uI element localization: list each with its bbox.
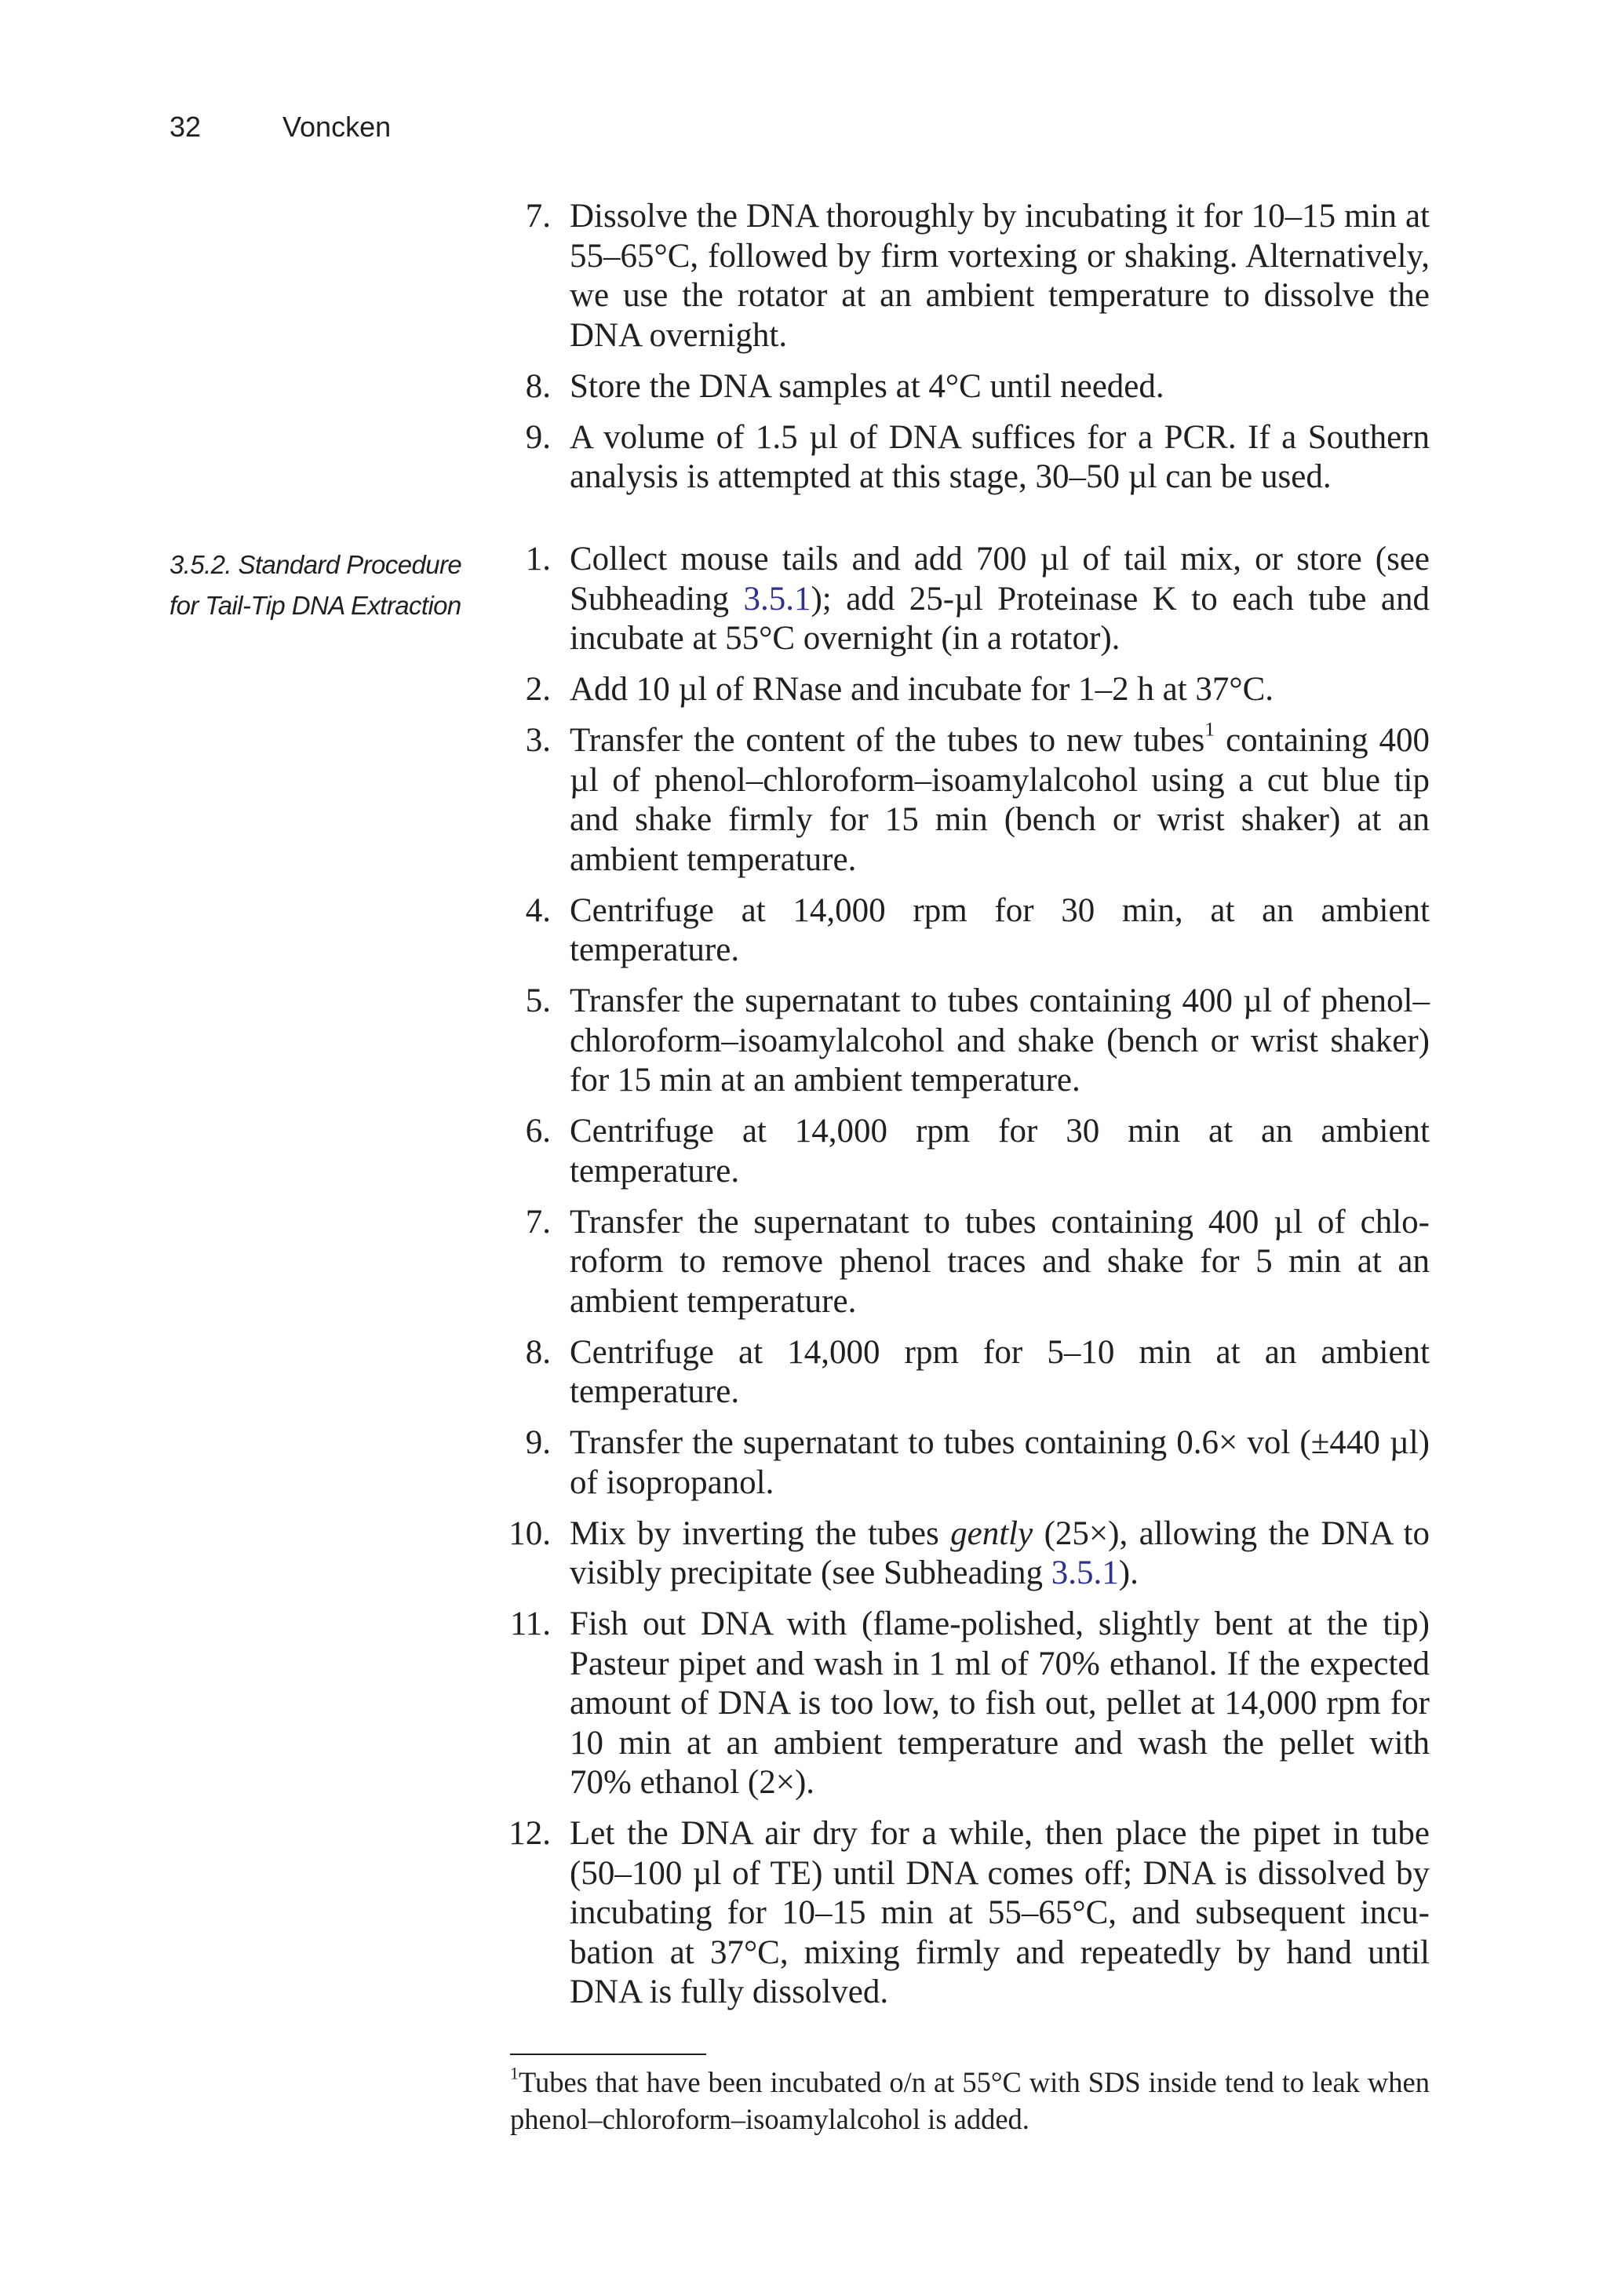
- step-text: Transfer the supernatant to tubes containing 400 µl of phenol–chloroform–isoamylalcohol and shake (bench or wrist shaker) for 15 min at an ambient temperature.: [570, 982, 1430, 1099]
- step-number: 8.: [525, 367, 551, 405]
- step-number: 7.: [525, 198, 551, 235]
- step-text: Transfer the supernatant to tubes containing 400 µl of chloroform to remove phenol traces and shake for 5 min at an ambient temperature.: [570, 1203, 1430, 1320]
- step-number: 3.: [525, 722, 551, 759]
- step-number: 5.: [525, 982, 551, 1019]
- step-text: Centrifuge at 14,000 rpm for 30 min at an ambient temperature.: [570, 1113, 1430, 1190]
- step-text-part: containing 400 µl of phenol–chloroform–isoamylalcohol using a cut blue tip and shake firmly for 15 min (bench or wrist shaker) at an ambient temperature.: [570, 722, 1430, 878]
- section-heading: [169, 545, 483, 626]
- step-number: 8.: [525, 1333, 551, 1371]
- step-number: 11.: [509, 1605, 551, 1642]
- list-item: [504, 367, 1430, 407]
- step-number: 10.: [508, 1514, 551, 1552]
- step-number: 6.: [525, 1113, 551, 1150]
- procedure-step-list: [504, 540, 1430, 2024]
- list-item: [504, 1423, 1430, 1503]
- step-text-part: ).: [1118, 1554, 1139, 1591]
- footnote-divider: [510, 2054, 706, 2055]
- emphasis-gently: gently: [950, 1514, 1033, 1552]
- step-number: 7.: [525, 1203, 551, 1241]
- list-item: [504, 418, 1430, 497]
- list-item: [504, 1333, 1430, 1412]
- page-number: 32: [169, 111, 202, 143]
- footnote-number: 1: [510, 2063, 519, 2083]
- continued-step-list: [504, 197, 1430, 508]
- step-text-part: ); add 25-µl Proteinase K to each tube and incubate at 55°C overnight (in a rotator).: [570, 580, 1430, 657]
- running-head: [169, 110, 391, 144]
- step-text: Let the DNA air dry for a while, then place the pipet in tube (50–100 µl of TE) until DNA comes off; DNA is dissolved by incubating for 10–15 min at 55–65°C, and subsequent incubation at 37°C, mixing firmly and repeatedly by hand until DNA is fully dissolved.: [570, 1815, 1430, 2010]
- step-number: 2.: [525, 671, 551, 708]
- list-item: [504, 1112, 1430, 1191]
- step-number: 1.: [525, 541, 551, 578]
- section-heading-line: 3.5.2. Standard Procedure: [169, 550, 462, 579]
- footnote: [510, 2064, 1430, 2137]
- step-number: 9.: [525, 418, 551, 456]
- list-item: [504, 1203, 1430, 1322]
- step-text: A volume of 1.5 µl of DNA suffices for a PCR. If a Southern analysis is attempted at this stage, 30–50 µl can be used.: [570, 418, 1430, 495]
- step-text-part: (25×), allowing the DNA to visibly precipitate (see Subheading: [570, 1514, 1430, 1591]
- step-text-part: Mix by inverting the tubes: [570, 1514, 951, 1552]
- subheading-link[interactable]: 3.5.1: [743, 580, 811, 618]
- step-text: Centrifuge at 14,000 rpm for 5–10 min at an ambient temperature.: [570, 1333, 1430, 1410]
- list-item: [504, 540, 1430, 659]
- subheading-link[interactable]: 3.5.1: [1051, 1554, 1119, 1591]
- step-text: Add 10 µl of RNase and incubate for 1–2 h at 37°C.: [570, 671, 1274, 708]
- list-item: [504, 197, 1430, 355]
- step-text-part: Transfer the content of the tubes to new tubes: [570, 722, 1205, 759]
- list-item: [504, 670, 1430, 710]
- footnote-marker[interactable]: 1: [1204, 717, 1215, 741]
- list-item: [504, 1605, 1430, 1803]
- step-text: Centrifuge at 14,000 rpm for 30 min, at an ambient temperature.: [570, 891, 1430, 968]
- step-number: 9.: [525, 1424, 551, 1461]
- step-number: 12.: [508, 1815, 551, 1852]
- section-heading-line: for Tail-Tip DNA Extraction: [169, 591, 461, 620]
- step-number: 4.: [525, 891, 551, 929]
- list-item: [504, 891, 1430, 971]
- list-item: [504, 982, 1430, 1101]
- list-item: [504, 717, 1430, 880]
- running-head-author: Voncken: [282, 111, 392, 143]
- list-item: [504, 1514, 1430, 1594]
- step-text-part: Collect mouse tails and add 700 µl of tail mix, or store (see Subheading: [570, 541, 1430, 618]
- footnote-text: Tubes that have been incubated o/n at 55°C with SDS inside tend to leak when phenol–chloroform–isoamylalcohol is added.: [510, 2066, 1430, 2135]
- step-text: Dissolve the DNA thoroughly by incubating it for 10–15 min at 55–65°C, followed by firm vortexing or shaking. Alternatively, we use the rotator at an ambient temperature to dissolve the DNA overnight.: [570, 198, 1430, 354]
- step-text: Fish out DNA with (flame-polished, slightly bent at the tip) Pasteur pipet and wash in 1 ml of 70% ethanol. If the expected amount of DNA is too low, to fish out, pellet at 14,000 rpm for 10 min at an ambient temperature and wash the pellet with 70% ethanol (2×).: [570, 1605, 1430, 1801]
- list-item: [504, 1814, 1430, 2013]
- step-text: Store the DNA samples at 4°C until needed.: [570, 367, 1164, 405]
- step-text: Transfer the supernatant to tubes containing 0.6× vol (±440 µl) of isopropanol.: [570, 1424, 1430, 1501]
